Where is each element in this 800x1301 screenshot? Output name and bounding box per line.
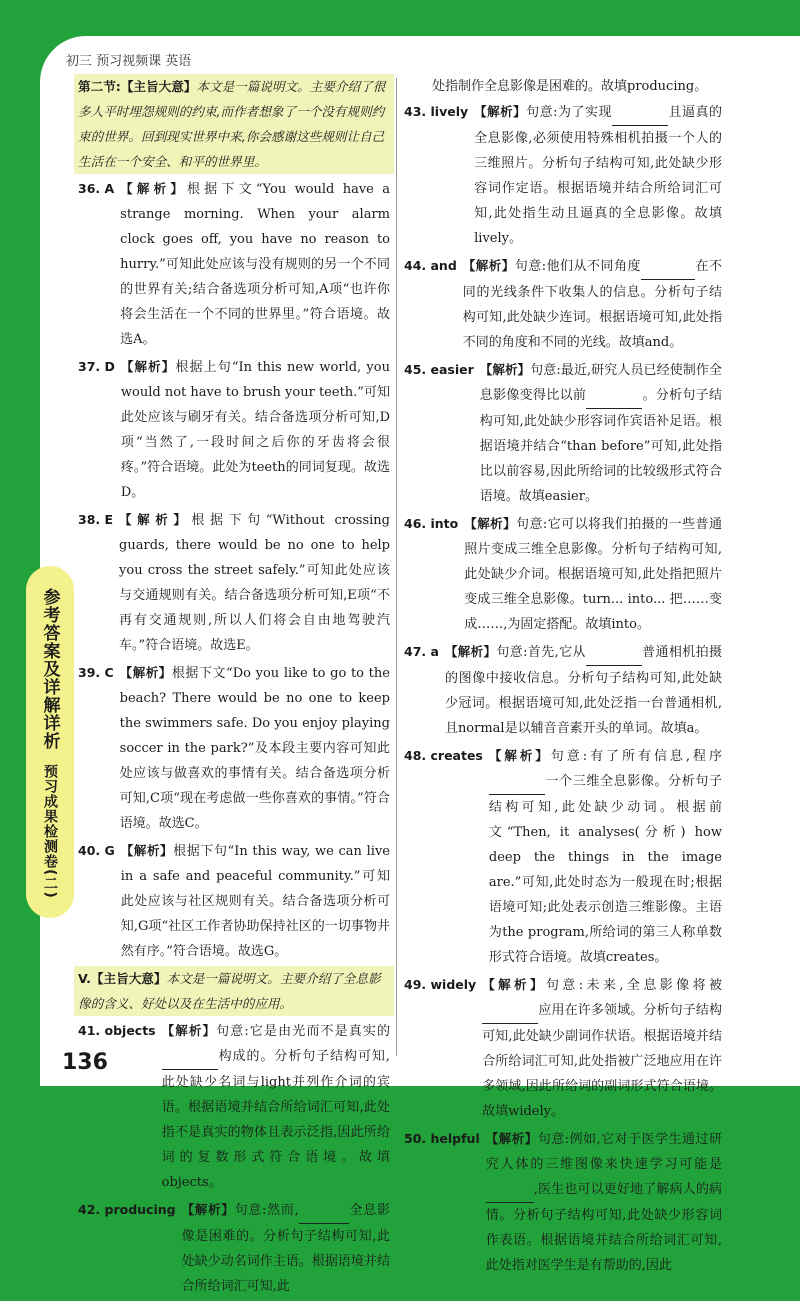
answer-number: 42. producing xyxy=(78,1202,176,1217)
answer-blank xyxy=(641,254,695,280)
analysis-text: 句意:未来,全息影像将被 xyxy=(545,978,722,993)
analysis-tag: 【解析】 xyxy=(479,362,531,377)
analysis-tag: 【解析】 xyxy=(444,644,497,659)
analysis-text: 句意:首先,它从 xyxy=(496,645,586,660)
answer-number: 43. lively xyxy=(404,104,469,119)
analysis-text: 句意:最近,研究人员已经使制作全息影像变得比以前 xyxy=(479,363,722,403)
analysis-text: 句意:有了所有信息,程序 xyxy=(550,749,722,764)
left-column xyxy=(78,74,390,1301)
answer-39 xyxy=(78,660,390,836)
analysis-text: 句意:例如,它对于医学生通过研究人体的三维图像来快速学习可能是 xyxy=(485,1132,722,1172)
answer-number: 39. C xyxy=(78,665,114,680)
analysis-text: 。分析句子结构可知,此处缺少形容词作宾语补足语。根据语境并结合“than before”可知,此处指比以前容易,因此所给词的比较级形式符合语境。故填easier。 xyxy=(479,388,722,504)
analysis-tag: 【解析】 xyxy=(474,104,527,119)
answer-number: 37. D xyxy=(78,359,115,374)
carry-over-text: 处指制作全息影像是困难的。故填producing。 xyxy=(432,79,708,94)
answer-blank xyxy=(489,769,545,795)
analysis-tag: 【解析】 xyxy=(119,665,172,680)
answer-number: 48. creates xyxy=(404,748,483,763)
answer-number: 38. E xyxy=(78,512,114,527)
analysis-tag: 【解析】 xyxy=(120,843,174,858)
answer-number: 40. G xyxy=(78,843,115,858)
analysis-tag: 【解析】 xyxy=(485,1131,538,1146)
answer-40 xyxy=(78,838,390,964)
answer-46 xyxy=(404,511,722,637)
summary-section-2 xyxy=(74,74,394,174)
answer-47 xyxy=(404,639,722,741)
answer-number: 44. and xyxy=(404,258,457,273)
answer-44 xyxy=(404,253,722,355)
analysis-text: ,医生也可以更好地了解病人的病情。分析句子结构可知,此处缺少形容词作表语。根据语境并结合所给词汇可知,此处指对医学生是有帮助的,因此 xyxy=(485,1182,722,1273)
analysis-text: 一个三维全息影像。分析句子结构可知,此处缺少动词。根据前文“Then, it analyses(分析) how deep the things in the image are.”可知,此处时态为一般现在时;根据语境可知;此处表示创造三维影像。主语为the program,所给词的第三人称单数形式符合语境。故填creates。 xyxy=(488,774,722,965)
answer-number: 49. widely xyxy=(404,977,477,992)
answer-number: 50. helpful xyxy=(404,1131,480,1146)
analysis-text: 根据下文“You would have a strange morning. When your alarm clock goes off, you have no reason to hurry.”可知此处应该与没有规则的另一个不同的世界有关;结合备选项分析可知,A项“也许你将会生活在一个不同的世界里。”符合语境。故选A。 xyxy=(120,182,390,347)
analysis-text: 句意:它可以将我们拍摄的一些普通照片变成三维全息影像。分析句子结构可知,此处缺少介词。根据语境可知,此处指把照片变成三维全息影像。turn... into... 把……变成……,为固定搭配。故填into。 xyxy=(464,517,722,632)
running-header: 初三 预习视频课 英语 xyxy=(66,54,192,69)
analysis-tag: 【解析】 xyxy=(119,512,192,527)
answer-number: 41. objects xyxy=(78,1023,156,1038)
analysis-text: 句意:他们从不同角度 xyxy=(514,259,641,274)
answer-41 xyxy=(78,1018,390,1195)
answer-blank xyxy=(586,383,642,409)
answer-blank xyxy=(486,1177,534,1203)
answer-36 xyxy=(78,176,390,352)
answer-blank xyxy=(612,100,668,126)
right-column xyxy=(404,74,722,1280)
analysis-tag: 【解析】 xyxy=(462,258,515,273)
answer-number: 47. a xyxy=(404,644,439,659)
side-tab-title: 参考答案及详解详析 xyxy=(39,588,60,750)
summary-label: V.【主旨大意】 xyxy=(78,971,167,986)
analysis-text: 句意:然而, xyxy=(234,1203,299,1218)
answer-blank xyxy=(482,998,538,1024)
analysis-text: 句意:它是由光而不是真实的 xyxy=(216,1024,390,1039)
analysis-text: 全息影像是困难的。分析句子结构可知,此处缺少动名词作主语。根据语境并结合所给词汇可知,此 xyxy=(181,1203,390,1294)
answer-38 xyxy=(78,507,390,658)
analysis-text: 根据下句“Without crossing guards, there would be no one to help you cross the street safely.”可知此处应该与交通规则有关。结合备选项分析可知,E项“不再有交通规则,所以人们将会自由地驾驶汽车。”符合语境。故选E。 xyxy=(119,513,390,653)
answer-37 xyxy=(78,354,390,505)
analysis-tag: 【解析】 xyxy=(482,977,546,992)
answer-blank xyxy=(162,1044,218,1070)
answer-43 xyxy=(404,99,722,251)
side-tab-subtitle: 预习成果检测卷(二) xyxy=(42,764,58,899)
answer-number: 36. A xyxy=(78,181,115,196)
analysis-text: 普通相机拍摄的图像中接收信息。分析句子结构可知,此处缺少冠词。根据语境可知,此处泛指一台普通相机,且normal是以辅音音素开头的单词。故填a。 xyxy=(444,645,722,736)
analysis-text: 构成的。分析句子结构可知,此处缺少名词与light并列作介词的宾语。根据语境并结合所给词汇可知,此处指不是真实的物体且表示泛指,因此所给词的复数形式符合语境。故填objects。 xyxy=(161,1049,390,1190)
analysis-tag: 【解析】 xyxy=(464,516,517,531)
analysis-text: 应用在许多领域。分析句子结构可知,此处缺少副词作状语。根据语境并结合所给词汇可知,此处指被广泛地应用在许多领域,因此所给词的副词形式符合语境。故填widely。 xyxy=(482,1003,722,1119)
analysis-text: 在不同的光线条件下收集人的信息。分析句子结构可知,此处缺少连词。根据语境可知,此处指不同的角度和不同的光线。故填and。 xyxy=(462,259,722,350)
answer-48 xyxy=(404,743,722,970)
analysis-text: 根据下句“In this way, we can live in a safe and peaceful community.”可知此处应该与社区规则有关。结合备选项分析可知,G项“社区工作者协助保持社区的一切事物井然有序。”符合语境。故选G。 xyxy=(120,844,390,959)
analysis-text: 句意:为了实现 xyxy=(526,105,612,120)
column-divider xyxy=(396,78,397,1056)
answer-blank xyxy=(299,1198,349,1224)
answer-49 xyxy=(404,972,722,1124)
answer-number: 46. into xyxy=(404,516,459,531)
summary-label: 第二节:【主旨大意】 xyxy=(78,79,197,94)
answer-42 xyxy=(78,1197,390,1299)
answer-number: 45. easier xyxy=(404,362,474,377)
summary-section-5 xyxy=(74,966,394,1016)
page-number: 136 xyxy=(62,1050,108,1075)
answer-45 xyxy=(404,357,722,509)
analysis-text: 且逼真的全息影像,必须使用特殊相机拍摄一个人的三维照片。分析句子结构可知,此处缺少形容词作定语。根据语境并结合所给词汇可知,此处指生动且逼真的全息影像。故填lively。 xyxy=(474,105,722,246)
analysis-text: 根据上句“In this new world, you would not have to brush your teeth.”可知此处应该与刷牙有关。结合备选项分析可知,D项“当然了,一段时间之后你的牙齿将会很疼。”符合语境。此处为teeth的同词复现。故选D。 xyxy=(120,360,390,500)
summary-text: 本文是一篇说明文。主要介绍了全息影像的含义、好处以及在生活中的应用。 xyxy=(78,971,381,1011)
analysis-tag: 【解析】 xyxy=(488,748,551,763)
analysis-text: 根据下文“Do you like to go to the beach? There would be no one to keep the swimmers safe. Do you enjoy playing soccer in the park?”及本段主要内容可知此处应该与做喜欢的事情有关。结合备选项分析可知,C项“现在考虑做一些你喜欢的事情。”符合语境。故选C。 xyxy=(119,666,390,831)
analysis-tag: 【解析】 xyxy=(161,1023,217,1038)
answer-blank xyxy=(586,640,642,666)
analysis-tag: 【解析】 xyxy=(120,181,188,196)
summary-text: 本文是一篇说明文。主要介绍了很多人平时埋怨规则的约束,而作者想象了一个没有规则约束的世界。回到现实世界中来,你会感谢这些规则让自己生活在一个安全、和平的世界里。 xyxy=(78,79,386,169)
side-section-tab xyxy=(26,566,74,918)
answer-50 xyxy=(404,1126,722,1278)
analysis-tag: 【解析】 xyxy=(120,359,176,374)
analysis-tag: 【解析】 xyxy=(181,1202,235,1217)
